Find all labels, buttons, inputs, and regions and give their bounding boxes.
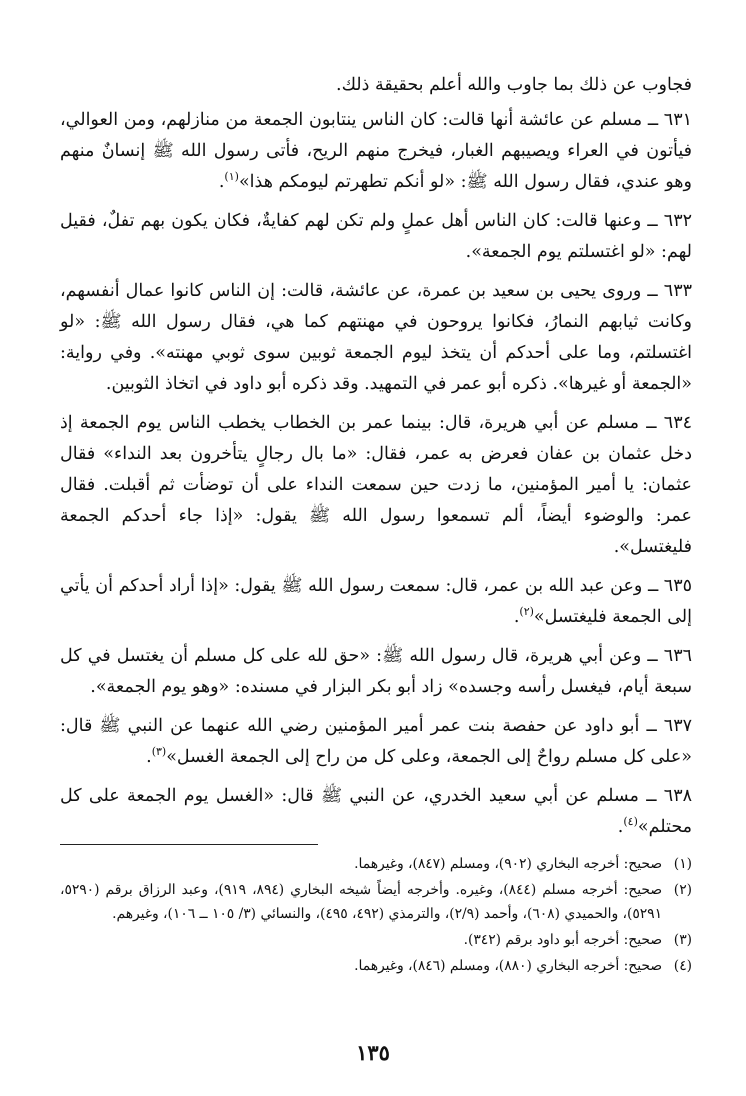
footnote-text: صحيح: أخرجه البخاري (٨٨٠)، ومسلم (٨٤٦)، وغيرهما. (354, 958, 662, 974)
footnote-number: (١) (673, 856, 692, 872)
footnote-text: صحيح: أخرجه أبو داود برقم (٣٤٢). (463, 932, 662, 948)
paragraph-634: ٦٣٤ ــ مسلم عن أبي هريرة، قال: بينما عمر بن الخطاب يخطب الناس يوم الجمعة إذ دخل عثمان بن عفان فعرض به عمر، فقال: «ما بال رجالٍ يتأخرون بعد النداء» فقال عثمان: يا أمير المؤمنين، ما زدت حين سمعت النداء على أن توضأت ثم أقبلت. فقال عمر: والوضوء أيضاً، ألم تسمعوا رسول الله ﷺ يقول: «إذا جاء أحدكم الجمعة فليغتسل». (60, 413, 692, 557)
footnote-separator (60, 844, 318, 845)
footnote-ref[interactable]: (٢) (519, 605, 534, 619)
footnote-ref[interactable]: (٣) (151, 745, 167, 759)
main-text (60, 70, 692, 851)
paragraph-638: ٦٣٨ ــ مسلم عن أبي سعيد الخدري، عن النبي ﷺ قال: «الغسل يوم الجمعة على كل محتلم»$^{(٤)}$. (60, 786, 692, 837)
footnote-3 (60, 928, 692, 952)
page-number: ١٣٥ (356, 1040, 390, 1065)
footnote-number: (٣) (673, 932, 692, 948)
footnote-1 (60, 852, 692, 876)
paragraph-633: ٦٣٣ ــ وروى يحيى بن سعيد بن عمرة، عن عائشة، قالت: إن الناس كانوا عمال أنفسهم، وكانت ثيابهم النمارُ، فكانوا يروحون في مهنتهم كما هي، فقال رسول الله ﷺ: «لو اغتسلتم، وما على أحدكم أن يتخذ ليوم الجمعة ثوبين سوى ثوبي مهنته». وفي رواية: «الجمعة أو غيرها». ذكره أبو عمر في التمهيد. وقد ذكره أبو داود في اتخاذ الثوبين. (60, 281, 692, 394)
footnote-2 (60, 878, 692, 926)
paragraph-636: ٦٣٦ ــ وعن أبي هريرة، قال رسول الله ﷺ: «حق لله على كل مسلم أن يغتسل في كل سبعة أيام، فيغسل رأسه وجسده» زاد أبو بكر البزار في مسنده: «وهو يوم الجمعة». (60, 646, 692, 697)
footnote-ref[interactable]: (٤) (623, 815, 638, 829)
footnotes (60, 852, 692, 980)
footnote-ref[interactable]: (١) (224, 170, 239, 184)
footnote-text: صحيح: أخرجه البخاري (٩٠٢)، ومسلم (٨٤٧)، وغيرهما. (354, 856, 662, 872)
footnote-text: صحيح: أخرجه مسلم (٨٤٤)، وغيره. وأخرجه أيضاً شيخه البخاري (٨٩٤، ٩١٩)، وعبد الرزاق برقم (٥٢٩٠، ٥٢٩١)، والحميدي (٦٠٨)، وأحمد (٢/٩)، والترمذي (٤٩٢، ٤٩٥)، والنسائي (٣/ ١٠٥ ــ ١٠٦)، وغيرهم. (60, 882, 662, 922)
footnote-number: (٤) (673, 958, 692, 974)
paragraph-intro: فجاوب عن ذلك بما جاوب والله أعلم بحقيقة ذلك. (336, 75, 692, 95)
paragraph-631: ٦٣١ ــ مسلم عن عائشة أنها قالت: كان الناس ينتابون الجمعة من منازلهم، ومن العوالي، فيأتون في العراء ويصيبهم الغبار، فيخرج منهم الريح، فأتى رسول الله ﷺ إنسانٌ منهم وهو عندي، فقال رسول الله ﷺ: «لو أنكم تطهرتم ليومكم هذا»$^{(١)}$. (60, 110, 692, 192)
paragraph-632: ٦٣٢ ــ وعنها قالت: كان الناس أهل عملٍ ولم تكن لهم كفايةٌ، فكان يكون بهم تفلٌ، فقيل لهم: «لو اغتسلتم يوم الجمعة». (60, 211, 692, 262)
footnote-number: (٢) (673, 882, 692, 898)
paragraph-637: ٦٣٧ ــ أبو داود عن حفصة بنت عمر أمير المؤمنين رضي الله عنهما عن النبي ﷺ قال: «على كل مسلم رواحٌ إلى الجمعة، وعلى كل من راح إلى الجمعة الغسل»$^{(٣)}$. (60, 716, 692, 767)
paragraph-635: ٦٣٥ ــ وعن عبد الله بن عمر، قال: سمعت رسول الله ﷺ يقول: «إذا أراد أحدكم أن يأتي إلى الجمعة فليغتسل»$^{(٢)}$. (60, 576, 692, 627)
footnote-4 (60, 954, 692, 978)
